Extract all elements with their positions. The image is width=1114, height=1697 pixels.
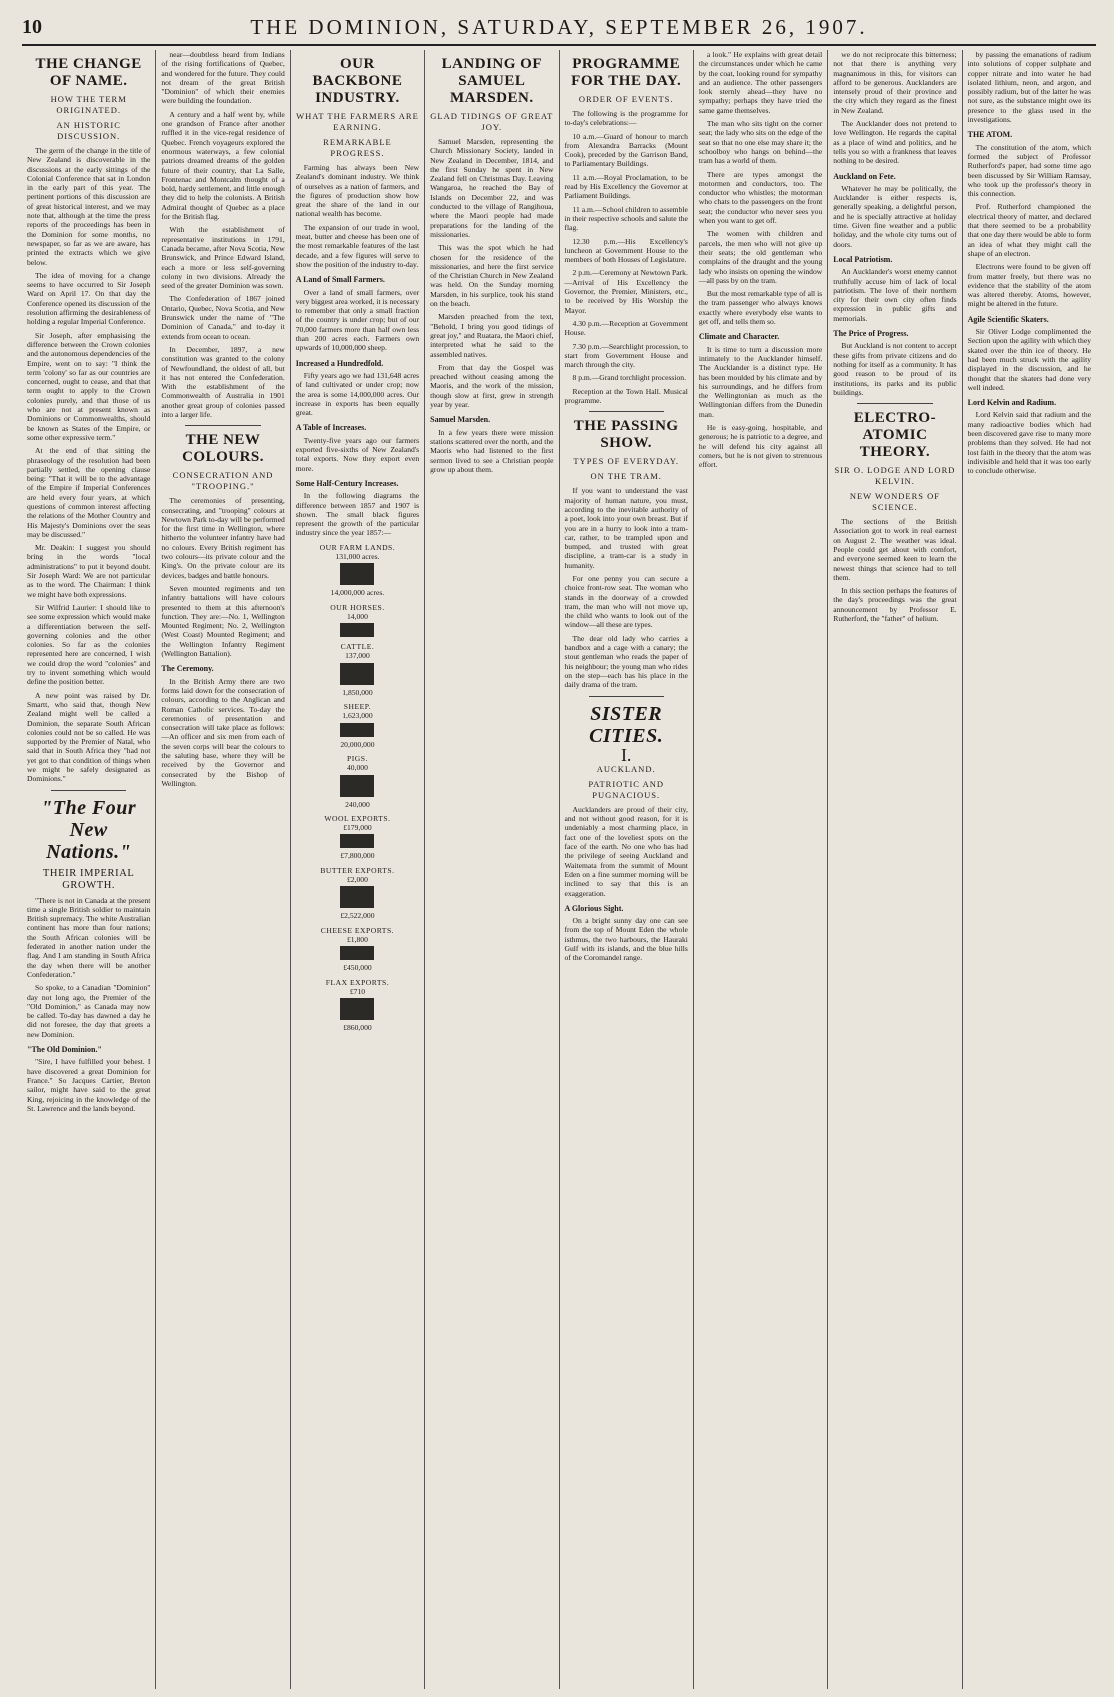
column-4: [425, 50, 559, 1689]
paragraph: 2 p.m.—Ceremony at Newtown Park.—Arrival of His Excellency the Governor, the Premier, Ministers, etc., to be received by His Worship the Mayor.: [564, 268, 688, 315]
subheading: Agile Scientific Skaters.: [967, 314, 1049, 324]
paragraph: From that day the Gospel was preached without ceasing among the Maoris, and the work of the mission, though slow at first, grew in strength year by year.: [430, 362, 554, 410]
stat-label: OUR FARM LANDS.: [319, 542, 396, 552]
column-8: [963, 50, 1096, 1689]
caption: Samuel Marsden.: [430, 415, 491, 425]
stat-value-1857: £1,800: [346, 934, 368, 944]
newspaper-title: THE DOMINION, SATURDAY, SEPTEMBER 26, 1907.: [250, 15, 868, 39]
article-title: PROGRAMME FOR THE DAY.: [571, 56, 682, 89]
stat-bar: [340, 623, 374, 637]
paragraph: Aucklanders are proud of their city, and not without good reason, for it is undeniably a most charming place, in fact one of the loveliest spots on the face of the earth. No one who has had the privilege of seeing Auckland and Waitemata from the summit of Mount Eden on a fine summer morning will be inclined to say that this is an exaggeration.: [564, 804, 688, 898]
stat-bar: [340, 663, 374, 685]
paragraph: With the establishment of representative institutions in 1791, Canada became, after Nova Scotia, New Brunswick, and Prince Edward Island, each a more or less self-governing colony in two divisions. Already the seed of the greater Dominion was sown.: [161, 225, 285, 291]
article-subtitle: ON THE TRAM.: [590, 471, 662, 482]
stat-value-1907: 14,000,000 acres.: [330, 588, 385, 598]
article-title: THE CHANGE OF NAME.: [35, 56, 142, 89]
paragraph: Sir Wilfrid Laurier: I should like to see some expression which would make a differentiation between the self-governing colonies and the other colonies. So far as the colonies represented here are concerned, I wish we could drop the word "colonies" and try to invent something which would define the position better.: [27, 602, 151, 687]
paragraph: a look." He explains with great detail the circumstances under which he came by the coat, looking round for sympathy and an audience. The other passengers look sternly ahead—they have no sympathy; perhaps they have tried the same game themselves.: [698, 50, 823, 115]
paragraph: 11 a.m.—Royal Proclamation, to be read by His Excellency the Governor at Parliament Buildings.: [564, 172, 688, 201]
article-subtitle: AUCKLAND.: [596, 763, 656, 774]
paragraph: At the end of that sitting the phraseology of the resolution had been partially settled, the opening clause being: "That it will be to the advantage of the Empire if Imperial Conferences are held every four years, at which questions of common interest affecting the relations of the Mother Country and His Majesty's Dominions over the seas may be discussed.": [27, 446, 151, 539]
stat-bar: [340, 834, 374, 848]
paragraph: It is time to turn a discussion more intimately to the Aucklander himself. The Aucklander is a distinct type. He has been moulded by his climate and by his surroundings, and he differs from the Wellingtonian as much as the Wellingtonian differs from the Dunedin man.: [698, 344, 823, 419]
stat-label: OUR HORSES.: [330, 602, 385, 612]
article-subtitle: TYPES OF EVERYDAY.: [573, 456, 679, 467]
divider: [51, 790, 126, 791]
paragraph: near—doubtless heard from Indians of the rising fortifications of Quebec, and wondered for the future. They could not dream of the great British "Dominion" of which their enemies were building the foundation.: [161, 50, 285, 106]
stat-value-1857: 40,000: [346, 763, 368, 773]
paragraph: The dear old lady who carries a bandbox and a cage with a canary; the stout gentleman who reads the paper of his neighbour; the young man who rides on the step—each has his place in the daily drama of the tram.: [564, 633, 688, 690]
article-subtitle: NEW WONDERS OF SCIENCE.: [849, 491, 941, 513]
paragraph: "There is not in Canada at the present time a single British soldier to maintain British supremacy. The white Australian continent has more than four nations; the South African colonies will be federated in another nation under the flag. And I am standing in South Africa the day when there will be another Confederation.": [27, 895, 151, 979]
stat-value-1907: £450,000: [343, 963, 372, 973]
article-subtitle: GLAD TIDINGS OF GREAT JOY.: [430, 111, 554, 132]
article-subtitle: PATRIOTIC AND PUGNACIOUS.: [588, 778, 665, 800]
subheading: A Table of Increases.: [295, 423, 367, 433]
column-6: [694, 50, 828, 1689]
subheading: A Land of Small Farmers.: [295, 275, 385, 285]
stat-bar: [340, 723, 374, 737]
stat-value-1857: 131,000 acres.: [335, 551, 380, 561]
stat-label: SHEEP.: [343, 702, 372, 712]
paragraph: In December, 1897, a new constitution was granted to the colony of Newfoundland, the oldest of all, but it has not entered the Confederation. With the establishment of the Commonwealth of Australia in 1901 another great group of colonies passed into a larger life.: [161, 344, 285, 419]
column-5: [560, 50, 694, 1689]
stat-value-1907: £860,000: [343, 1023, 372, 1033]
stat-value-1907: £7,800,000: [340, 851, 375, 861]
paragraph: On a bright sunny day one can see from the top of Mount Eden the whole isthmus, the two harbours, the Hauraki Gulf with its islands, and the blue hills of the Coromandel range.: [564, 916, 688, 963]
paragraph: 4.30 p.m.—Reception at Government House.: [564, 318, 688, 338]
paragraph: The man who sits tight on the corner seat; the lady who sits on the edge of the seat so that no one else may share it; the schoolboy who hangs on behind—the tram has a world of them.: [698, 119, 823, 166]
divider: [589, 696, 664, 697]
paragraph: The expansion of our trade in wool, meat, butter and cheese has been one of the most remarkable features of the last decade, and a few figures will serve to show the position of the industry to-day.: [295, 222, 420, 269]
paragraph: Reception at the Town Hall. Musical programme.: [564, 386, 688, 406]
paragraph: In the following diagrams the difference between 1857 and 1907 is shown. The small black figures represent the growth of the particular industry since the year 1857:—: [295, 491, 420, 538]
stat-block: [296, 926, 419, 973]
subheading: THE ATOM.: [967, 130, 1013, 140]
stat-block: [296, 866, 419, 921]
divider: [185, 425, 260, 426]
article-subtitle: CONSECRATION AND "TROOPING.": [172, 470, 274, 492]
paragraph: Twenty-five years ago our farmers exported five-sixths of New Zealand's total exports. Now they export even more.: [295, 435, 420, 473]
subheading: Lord Kelvin and Radium.: [967, 398, 1057, 408]
stat-value-1907: 240,000: [345, 799, 370, 809]
stat-block: [296, 702, 419, 749]
paragraph: But Auckland is not content to accept these gifts from private citizens and do nothing for itself as a community. It has good reason to be proud of its institutions, its parks and its public buildings.: [833, 341, 957, 397]
paragraph: The following is the programme for to-day's celebrations:—: [564, 109, 688, 128]
paragraph: Mr. Deakin: I suggest you should bring in the words "local administrations" to put it beyond doubt. Sir Joseph Ward: We are not particular as to the word. The Chairman: I think we might have both expressions.: [27, 543, 151, 599]
paragraph: 8 p.m.—Grand torchlight procession.: [572, 373, 686, 383]
paragraph: So spoke, to a Canadian "Dominion" day not long ago, the Premier of the "Old Dominion," as Canada may now be called. To-day has dawned a day he did not foresee, the day that greets a new Dominion.: [27, 983, 151, 1039]
paragraph: Whatever he may be politically, the Aucklander is either respects is, generally speaking, a delightful person, and he is specially attractive at holiday time. Given fine weather and a public holiday, and the whole city turns out of doors.: [833, 183, 957, 249]
subheading: Climate and Character.: [698, 332, 780, 342]
stat-bar: [340, 946, 374, 960]
paragraph: The ceremonies of presenting, consecrating, and "trooping" colours at Newtown Park to-day will be performed for the first time in Wellington, where hitherto the volunteer infantry have had no colours. Every British regiment has two colours—its private colour and the King's. On the private colour are its devices, badges and battle honours.: [161, 496, 285, 580]
paragraph: The idea of moving for a change seems to have occurred to Sir Joseph Ward on April 17. On that day the Conference opened its discussion of the resolution affirming the desirableness of holding a regular Imperial Conference.: [27, 270, 151, 327]
paragraph: In a few years there were mission stations scattered over the north, and the Maoris who had listened to the first sermon lived to see a Christian people grow up about them.: [430, 427, 554, 474]
paragraph: Marsden preached from the text, "Behold, I bring you good tidings of great joy," and Ruatara, the Maori chief, interpreted what he said to the assembled natives.: [430, 312, 554, 359]
stat-value-1907: £2,522,000: [340, 911, 375, 921]
paragraph: Lord Kelvin said that radium and the many radioactive bodies which had been discovered gave rise to many more problems than they solved. He had not lost faith in the theory that the atom was indivisible and held that it was too early to conclude otherwise.: [967, 410, 1091, 476]
paragraph: Over a land of small farmers, over very biggest area worked, it is necessary to remember that only a small fraction of the country is under crop; but of our 70,000 farmers more than half own less than 200 acres each. Farmers own upwards of 10,000,000 sheep.: [295, 287, 420, 353]
column-1: [22, 50, 156, 1689]
stat-block: [296, 642, 419, 697]
part-number: I.: [620, 744, 632, 765]
paragraph: But the most remarkable type of all is the tram passenger who always knows exactly where everybody else wants to get off, and tells them so.: [698, 289, 823, 327]
stat-label: BUTTER EXPORTS.: [320, 865, 395, 875]
article-subtitle: AN HISTORIC DISCUSSION.: [56, 120, 121, 141]
stat-bar: [340, 775, 374, 797]
article-title: THE PASSING SHOW.: [573, 418, 679, 452]
paragraph: Sir Joseph, after emphasising the difference between the Crown colonies and the autonomous dependencies of the Empire, went on to say: "I think the term 'colony' so far as our countries are concerned, ought to cease, and that that term ought to apply to the Crown colonies purely, and that those of us who are not at present known as Dominions or Commonwealths, should be known as States of the Empire, or some other expressive term.": [27, 330, 151, 442]
subheading: "The Old Dominion.": [27, 1045, 102, 1055]
article-subtitle: ORDER OF EVENTS.: [578, 94, 674, 104]
masthead: [22, 14, 1096, 46]
stat-block: [296, 543, 419, 598]
paragraph: There are types amongst the motormen and conductors, too. The conductor who whistles; the motorman who chats to the passengers on the front seat; the conductor who never sees you when you want to get off.: [698, 169, 823, 226]
article-subtitle: THEIR IMPERIAL GROWTH.: [42, 867, 135, 891]
stat-label: CHEESE EXPORTS.: [320, 925, 395, 935]
article-title: SISTER CITIES.: [589, 702, 664, 747]
stat-label: PIGS.: [347, 753, 368, 763]
paragraph: 11 a.m.—School children to assemble in their respective schools and salute the flag.: [564, 204, 688, 233]
subheading: Increased a Hundredfold.: [295, 358, 384, 368]
paragraph: 12.30 p.m.—His Excellency's luncheon at Government House to the members of both Houses of Legislature.: [564, 236, 688, 265]
statistics-diagram: [296, 543, 419, 1033]
article-title: LANDING OF SAMUEL MARSDEN.: [441, 56, 543, 106]
divider: [589, 411, 664, 412]
subheading: The Price of Progress.: [833, 329, 909, 339]
article-subtitle: SIR O. LODGE AND LORD KELVIN.: [834, 465, 956, 487]
stat-value-1857: £710: [349, 986, 366, 996]
paragraph: In this section perhaps the features of the day's proceedings was the great announcement by Professor E. Rutherford, the "father" of helium.: [833, 586, 957, 624]
stat-value-1857: 14,000: [346, 611, 368, 621]
columns: [22, 50, 1096, 1689]
column-2: [156, 50, 290, 1689]
paragraph: Prof. Rutherford championed the electrical theory of matter, and declared that there seemed to be a probability that one day there would be able to form an idea of what they might call the shape of an electron.: [967, 202, 1091, 258]
paragraph: Fifty years ago we had 131,648 acres of land cultivated or under crop; now the area is some 14,000,000 acres. Our increase in exports has been equally great.: [295, 370, 420, 418]
subheading: Auckland on Fete.: [833, 171, 896, 181]
paragraph: 7.30 p.m.—Searchlight procession, to start from Government House and march through the city.: [564, 341, 688, 370]
paragraph: Electrons were found to be given off from matter freely, but there was no evidence that the stability of the atom was altered thereby. Atoms, however, might be altered in the future.: [967, 262, 1091, 309]
subheading: The Ceremony.: [161, 664, 214, 674]
article-subtitle: WHAT THE FARMERS ARE EARNING.: [296, 111, 419, 132]
paragraph: The sections of the British Association got to work in real earnest on August 2. The weather was ideal. People could get about with comfort, and everyone seemed keen to learn the newest things that science had to tell them.: [833, 517, 957, 582]
subheading: Local Patriotism.: [833, 254, 893, 264]
paragraph: "Sire, I have fulfilled your behest. I have discovered a great Dominion for France." So Jacques Cartier, Breton sailor, might have said to the great King, rejoicing in the knowledge of the St. Lawrence and the lands beyond.: [27, 1057, 151, 1113]
paragraph: An Aucklander's worst enemy cannot truthfully accuse him of lack of local patriotism. The love of their northern city for their own city often finds expression in public gifts and memorials.: [833, 267, 957, 323]
paragraph: Farming has always been New Zealand's dominant industry. We think of ourselves as a nation of farmers, and the figures of production show how great the share of the land in our national wealth has become.: [295, 163, 420, 219]
paragraph: The constitution of the atom, which formed the subject of Professor Rutherford's paper, had some time ago been discussed by Sir William Ramsay, who took up the professor's theory in this connection.: [967, 142, 1091, 199]
page-number: 10: [22, 16, 42, 38]
paragraph: The women with children and parcels, the men who will not give up their seats; the old gentleman who complains of the draught and the young lady who insists on opening the window—all pass by on the tram.: [698, 229, 823, 285]
subheading: A Glorious Sight.: [564, 903, 624, 913]
paragraph: Sir Oliver Lodge complimented the Section upon the agility with which they skated over the thin ice of theory. He had been much struck with the agility displayed in the discussion, and he thought that the skaters had done very well indeed.: [967, 327, 1091, 392]
paragraph: by passing the emanations of radium into solutions of copper sulphate and copper nitrate and into water he had isolated lithium, neon, and argon, and possibly radium, but of the latter he was not sure, as the substance might owe its presence to the glass used in the investigations.: [967, 50, 1091, 125]
stat-block: [296, 978, 419, 1033]
paragraph: we do not reciprocate this bitterness; not that there is anything very magnanimous in this, for visitors can afford to be generous. Aucklanders are intensely proud of their province and the city which they regard as the finest in New Zealand.: [833, 50, 957, 115]
paragraph: Seven mounted regiments and ten infantry battalions will have colours presented to them at this afternoon's function. They are:—No. 1, Wellington Mounted Regiment; No. 2, Wellington (West Coast) Mounted Regiment; and the Wellington Infantry Regiment (Wellington Battalion).: [161, 583, 285, 659]
divider: [857, 403, 932, 404]
column-3: [291, 50, 425, 1689]
stat-value-1857: 1,623,000: [342, 711, 373, 721]
paragraph: In the British Army there are two forms laid down for the consecration of colours, according to the Anglican and Roman Catholic services. To-day the ceremonies of presentation and consecration will take place as follows:—An officer and six men from each of the seven corps will bear the colours to the saluting base, where they will be received by the Governor and consecrated by the Bishop of Wellington.: [161, 676, 285, 788]
stat-label: FLAX EXPORTS.: [325, 977, 390, 987]
paragraph: He is easy-going, hospitable, and generous; he is patriotic to a degree, and he will defend his city against all comers, but he is not given to strenuous effort.: [698, 422, 823, 470]
paragraph: For one penny you can secure a choice front-row seat. The woman who stands in the doorway of a crowded tram, the man who will not move up, the child who wants to look out of the window—all these are types.: [564, 573, 688, 630]
article-title: "The Four New Nations.": [41, 796, 137, 863]
stat-value-1857: 137,000: [345, 651, 370, 661]
article-title: ELECTRO-ATOMIC THEORY.: [853, 410, 937, 461]
column-7: [828, 50, 962, 1689]
stat-value-1907: 1,850,000: [342, 687, 373, 697]
stat-value-1907: 20,000,000: [340, 739, 375, 749]
stat-label: WOOL EXPORTS.: [324, 813, 391, 823]
subheading: Some Half-Century Increases.: [295, 478, 399, 488]
stat-bar: [340, 886, 374, 908]
stat-bar: [340, 563, 374, 585]
paragraph: 10 a.m.—Guard of honour to march from Alexandra Barracks (Mount Cook), preceded by the Garrison Band, to Parliamentary Buildings.: [564, 131, 688, 169]
paragraph: A century and a half went by, while one grandson of France after another ruffled it in the vice-regal residence of Quebec. French voyageurs explored the enormous waterways, a few colonial patriots dreamed dreams of the golden future of their country, that La Salle, Frontenac and Montcalm thought of a bold, hardy settlement, and little enough they did to help the colonists. A British Admiral thought of Quebec as a place for the British flag.: [161, 109, 285, 222]
article-subtitle: REMARKABLE PROGRESS.: [323, 137, 392, 158]
stat-bar: [340, 998, 374, 1020]
article-subtitle: HOW THE TERM ORIGINATED.: [50, 94, 127, 115]
paragraph: Samuel Marsden, representing the Church Missionary Society, landed in New Zealand in December, 1814, and the first Sunday he spent in New Zealand fell on Christmas Day. Leaving Wangaroa, he reached the Bay of Islands on December 22, and was conducted to the village of Rangihoua, where the Maori people had made preparations for the landing of the missionaries.: [430, 137, 554, 239]
stat-block: [296, 754, 419, 809]
paragraph: This was the spot which he had chosen for the residence of the missionaries, and here the first service of the Christian Church in New Zealand was held. On the Sunday morning Marsden, in his surplice, took his stand on the beach.: [430, 243, 554, 309]
paragraph: The Confederation of 1867 joined Ontario, Quebec, Nova Scotia, and New Brunswick under the name of "The Dominion of Canada," and to-day it extends from ocean to ocean.: [161, 294, 285, 341]
stat-value-1857: £2,000: [346, 875, 368, 885]
article-title: OUR BACKBONE INDUSTRY.: [312, 56, 403, 106]
stat-value-1857: £179,000: [343, 823, 372, 833]
paragraph: The germ of the change in the title of New Zealand is discoverable in the discussions at the early sittings of the Colonial Conference that sat in London in the early part of this year. The pertinent portions of this discussion are of great historical interest, and we may note that, although at the time the press reports of the proceedings has been in the Dominion for some months, no newspaper, so far as we are aware, has printed the extracts which we give below.: [27, 146, 151, 267]
paragraph: The Aucklander does not pretend to love Wellington. He regards the capital as a place of wind and politics, and he tells you so with a frankness that leaves nothing to be desired.: [833, 119, 957, 166]
paragraph: A new point was raised by Dr. Smartt, who said that, though New Zealand might well be called a Dominion, the separate South African colonies could not be so called. He was supported by the Premier of Natal, who said that in South Africa they "had not yet got to that condition of things when we might be safely designated as Dominions.": [27, 690, 151, 784]
stat-block: [296, 603, 419, 638]
stat-block: [296, 814, 419, 861]
article-title: THE NEW COLOURS.: [182, 432, 265, 466]
paragraph: If you want to understand the vast majority of human nature, you must, according to the inevitable authority of a poet, look into your own breast. But if you are in a hurry to look into a tram-car, rather, to be trampled upon and bumped, and trusted with great discipline, a tram-car is a study in humanity.: [564, 486, 688, 570]
stat-label: CATTLE.: [340, 642, 375, 652]
